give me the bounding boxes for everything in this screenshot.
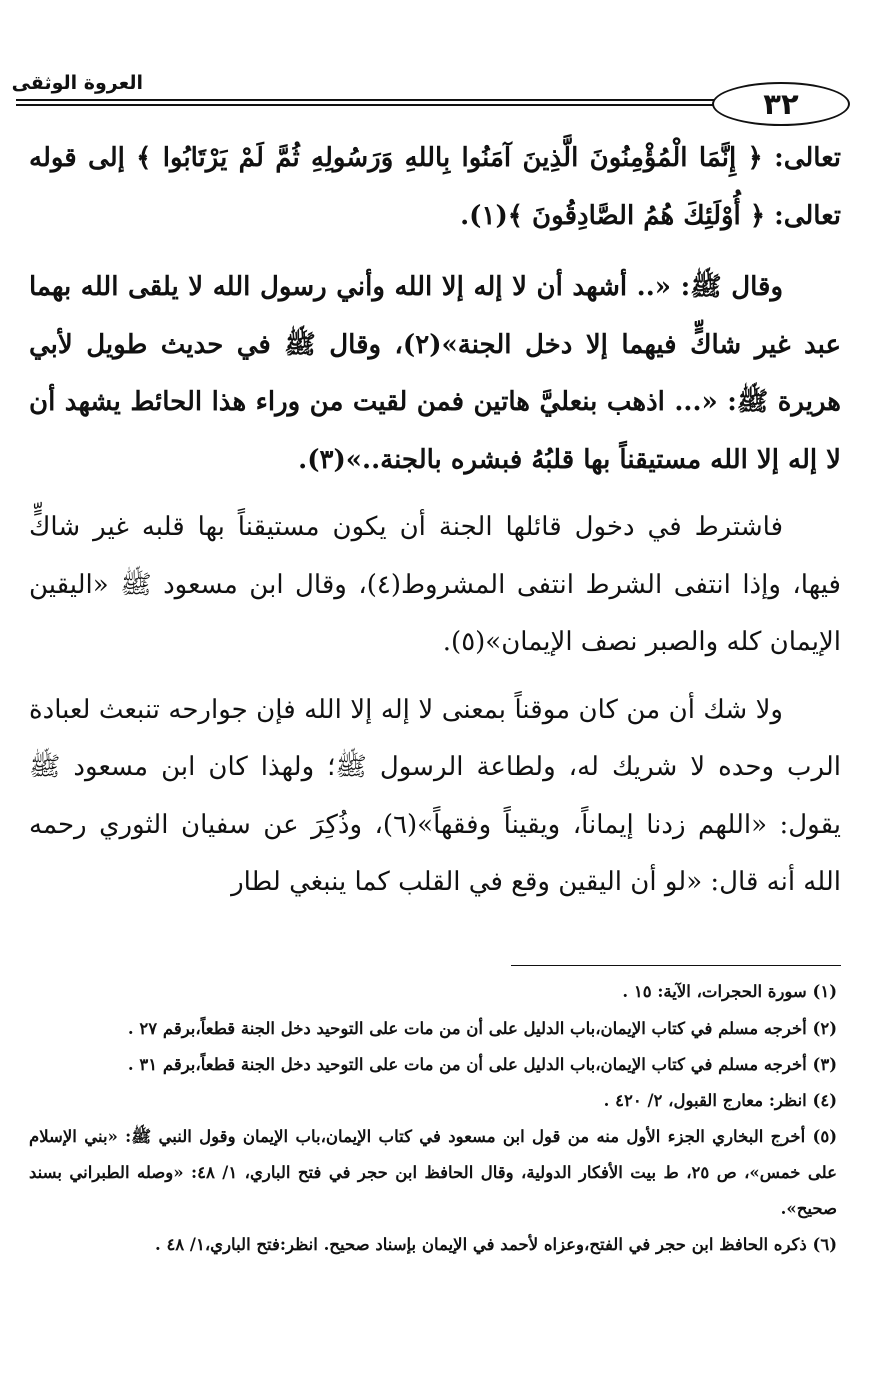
footnote-separator bbox=[511, 965, 841, 966]
footnotes bbox=[29, 973, 837, 1263]
footnote-2: (٢) أخرجه مسلم في كتاب الإيمان،باب الدليل على أن من مات على التوحيد دخل الجنة قطعاً،برقم ٢٧ . bbox=[127, 1019, 837, 1038]
footnote-5: (٥) أخرج البخاري الجزء الأول منه من قول ابن مسعود في كتاب الإيمان،باب الإيمان وقول النبي ﷺ: «بني الإسلام على خمس»، ص ٢٥، ط بيت الأفكار الدولية، وقال الحافظ ابن حجر في فتح الباري، ١/ ٤٨: «وصله الطبراني بسند صحيح». bbox=[29, 1127, 837, 1218]
paragraph-condition-certainty: فاشترط في دخول قائلها الجنة أن يكون مستيقناً بها قلبه غير شاكٍّ فيها، وإذا انتفى الشرط انتفى المشروط(٤)، وقال ابن مسعود ﷺ «اليقين الإيمان كله والصبر نصف الإيمان»(٥). bbox=[29, 512, 841, 657]
paragraph-quran-verse: تعالى: ﴿ إِنَّمَا الْمُؤْمِنُونَ الَّذِينَ آمَنُوا بِاللهِ وَرَسُولِهِ ثُمَّ لَمْ يَرْتَابُوا ﴾ إلى قوله تعالى: ﴿ أُوْلَئِكَ هُمُ الصَّادِقُونَ ﴾(١). bbox=[29, 143, 841, 231]
page-number-oval bbox=[712, 82, 850, 126]
paragraph-hadith-testimony: وقال ﷺ: «.. أشهد أن لا إله إلا الله وأني رسول الله لا يلقى الله بهما عبد غير شاكٍّ فيهما إلا دخل الجنة»(٢)، وقال ﷺ في حديث طويل لأبي هريرة ﷺ: «... اذهب بنعليَّ هاتين فمن لقيت من وراء هذا الحائط يشهد أن لا إله إلا الله مستيقناً بها قلبُهُ فبشره بالجنة..»(٣). bbox=[29, 272, 841, 475]
footnote-6: (٦) ذكره الحافظ ابن حجر في الفتح،وعزاه لأحمد في الإيمان بإسناد صحيح. انظر:فتح الباري،١/ ٤٨ . bbox=[154, 1235, 837, 1254]
running-header-title: العروة الوثقى bbox=[11, 72, 143, 94]
footnote-3: (٣) أخرجه مسلم في كتاب الإيمان،باب الدليل على أن من مات على التوحيد دخل الجنة قطعاً،برقم ٣١ . bbox=[127, 1055, 837, 1074]
header-rule-bottom bbox=[16, 104, 716, 106]
main-text bbox=[29, 130, 841, 922]
footnote-1: (١) سورة الحجرات، الآية: ١٥ . bbox=[622, 982, 837, 1001]
paragraph-certainty-deeds: ولا شك أن من كان موقناً بمعنى لا إله إلا الله فإن جوارحه تنبعث لعبادة الرب وحده لا شريك له، ولطاعة الرسول ﷺ؛ ولهذا كان ابن مسعود ﷺ يقول: «اللهم زدنا إيماناً، ويقيناً وفقهاً»(٦)، وذُكِرَ عن سفيان الثوري رحمه الله أنه قال: «لو أن اليقين وقع في القلب كما ينبغي لطار bbox=[29, 694, 841, 897]
page-number: ٣٢ bbox=[763, 87, 799, 121]
footnote-4: (٤) انظر: معارج القبول، ٢/ ٤٢٠ . bbox=[603, 1091, 837, 1110]
header-rule-top bbox=[16, 99, 716, 101]
